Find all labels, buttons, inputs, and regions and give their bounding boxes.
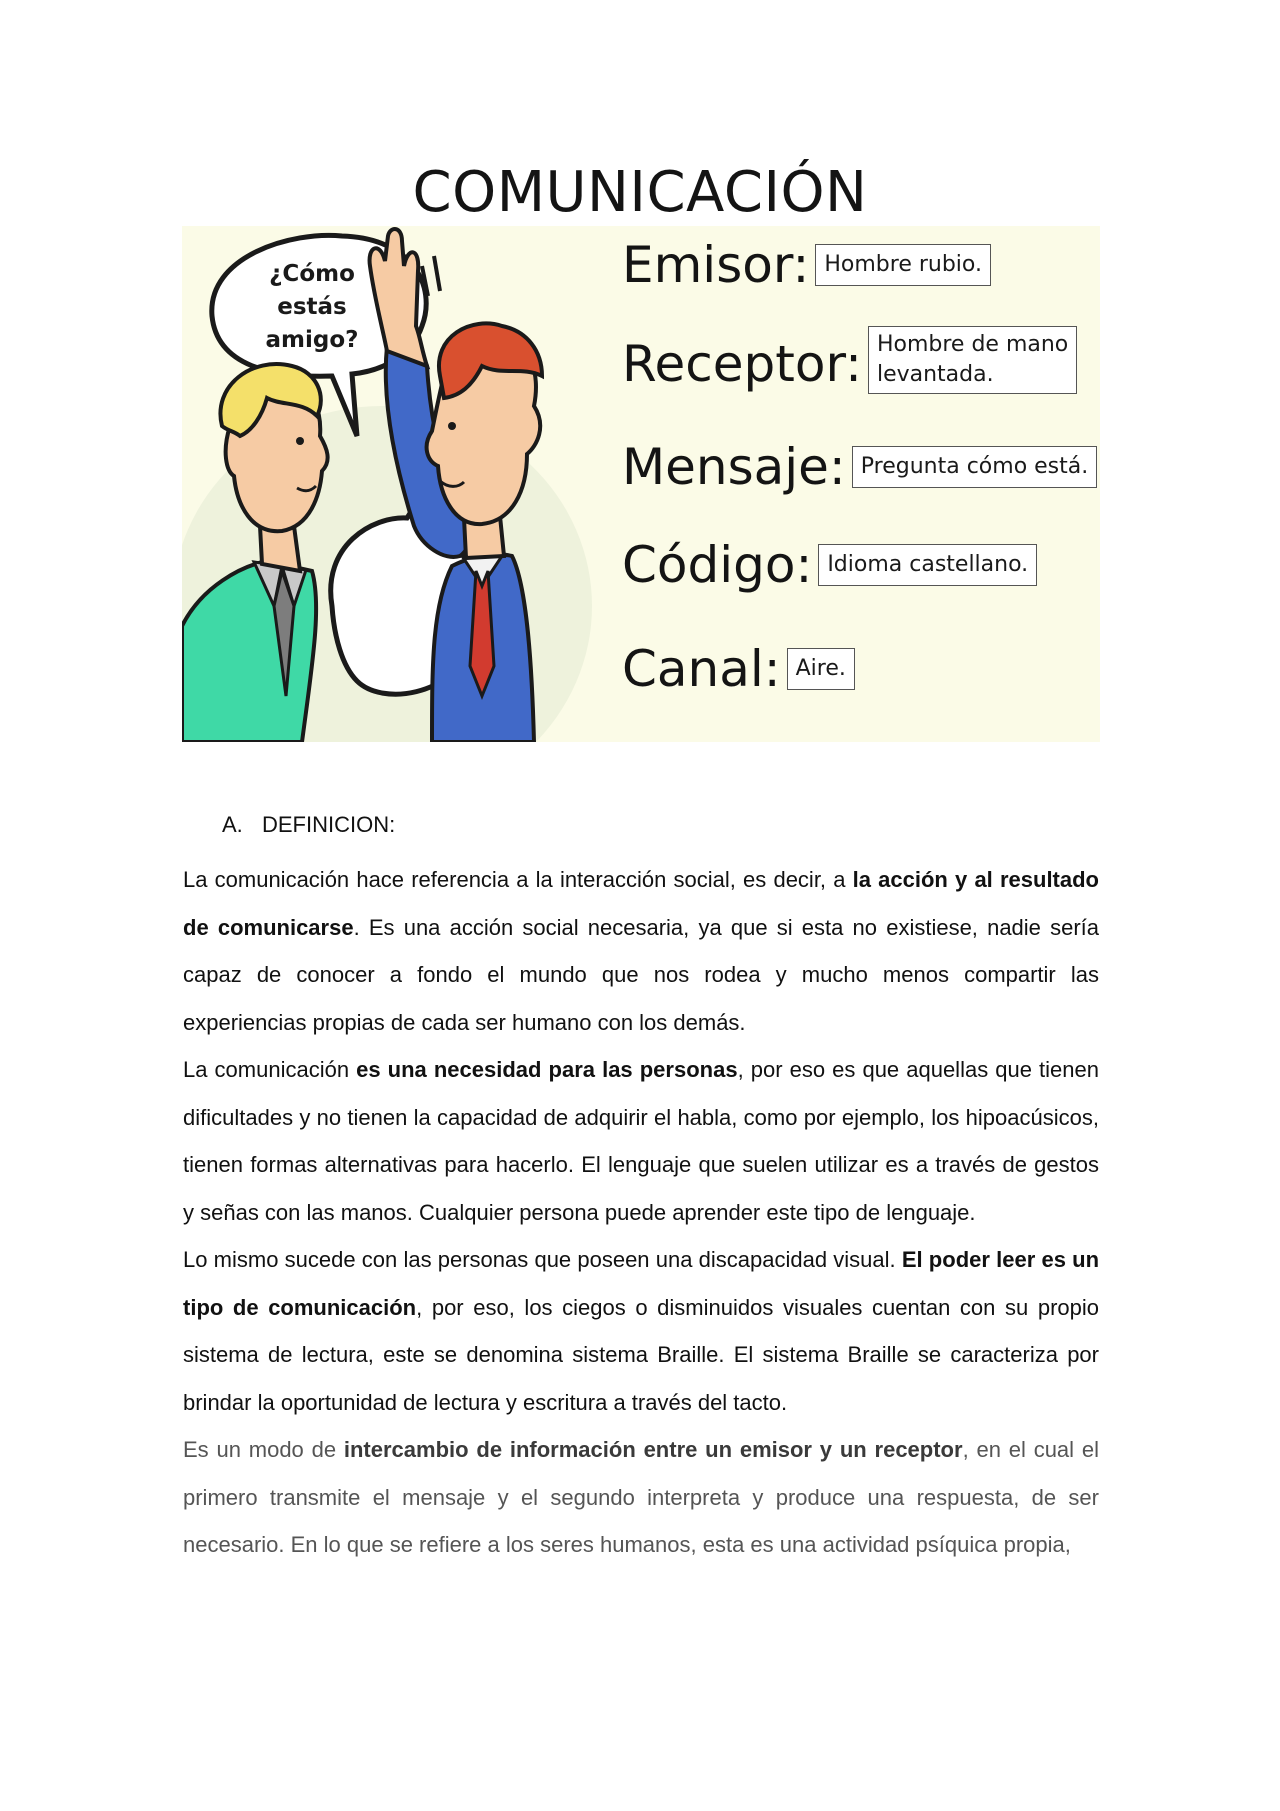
speech-bubble-text bbox=[242, 258, 382, 357]
speech-line: estás bbox=[277, 294, 347, 320]
text-run: . Es una acción social necesaria, ya que si esta no existiese, nadie sería capaz de conocer a fondo el mundo que nos rodea y mucho menos compartir las experiencias propias de cada ser humano con los demás. bbox=[183, 914, 1099, 1035]
bold-run: intercambio de información entre un emisor y un receptor bbox=[343, 1437, 963, 1462]
element-label: Canal: bbox=[622, 640, 781, 698]
element-label: Mensaje: bbox=[622, 438, 846, 496]
paragraph-1 bbox=[183, 856, 1099, 1046]
element-codigo bbox=[622, 536, 1037, 594]
communication-illustration bbox=[182, 226, 1100, 742]
element-emisor bbox=[622, 236, 991, 294]
bold-run: es una necesidad para las personas bbox=[356, 1057, 738, 1082]
bold-run: El poder leer es un tipo de comunicación bbox=[183, 1247, 1100, 1320]
body-text bbox=[183, 856, 1099, 1569]
element-canal bbox=[622, 640, 855, 698]
element-value: Hombre rubio. bbox=[815, 244, 991, 286]
section-heading-text: DEFINICION: bbox=[262, 812, 396, 837]
text-run: , por eso, los ciegos o disminuidos visuales cuentan con su propio sistema de lectura, este se denomina sistema Braille. El sistema Braille se caracteriza por brindar la oportunidad de lectura y escritura a través del tacto. bbox=[183, 1294, 1099, 1415]
element-value bbox=[868, 326, 1077, 394]
text-run: , por eso es que aquellas que tienen dificultades y no tienen la capacidad de adquirir el habla, como por ejemplo, los hipoacúsicos, tienen formas alternativas para hacerlo. El lenguaje que suelen utilizar es a través de gestos y señas con las manos. Cualquier persona puede aprender este tipo de lenguaje. bbox=[183, 1057, 1099, 1225]
speech-line: amigo? bbox=[265, 327, 359, 353]
text-run: Es un modo de bbox=[183, 1437, 344, 1462]
paragraph-3 bbox=[183, 1236, 1099, 1426]
element-value: Aire. bbox=[787, 648, 855, 690]
text-run: La comunicación hace referencia a la interacción social, es decir, a bbox=[183, 867, 853, 892]
section-heading bbox=[222, 812, 395, 838]
element-value-line: Hombre de mano bbox=[876, 332, 1069, 357]
element-label: Emisor: bbox=[622, 236, 810, 294]
text-run: Lo mismo sucede con las personas que poseen una discapacidad visual. bbox=[183, 1247, 902, 1272]
element-label: Receptor: bbox=[622, 335, 862, 393]
section-letter: A. bbox=[222, 812, 243, 837]
paragraph-4 bbox=[183, 1426, 1099, 1569]
bold-run: la acción y al resultado de comunicarse bbox=[183, 867, 1099, 940]
text-run: , en el cual el primero transmite el mensaje y el segundo interpreta y produce una respuesta, de ser necesario. En lo que se refiere a los seres humanos, esta es una actividad psíquica propia, bbox=[183, 1437, 1099, 1557]
element-value-line: levantada. bbox=[876, 362, 994, 387]
element-label: Código: bbox=[622, 536, 813, 594]
element-receptor bbox=[622, 334, 1077, 394]
element-value: Idioma castellano. bbox=[818, 544, 1037, 586]
element-value: Pregunta cómo está. bbox=[852, 446, 1097, 488]
element-mensaje bbox=[622, 438, 1097, 496]
text-run: La comunicación bbox=[183, 1057, 357, 1082]
page-title: COMUNICACIÓN bbox=[412, 160, 868, 225]
speech-line: ¿Cómo bbox=[269, 261, 355, 287]
paragraph-2 bbox=[183, 1046, 1099, 1236]
